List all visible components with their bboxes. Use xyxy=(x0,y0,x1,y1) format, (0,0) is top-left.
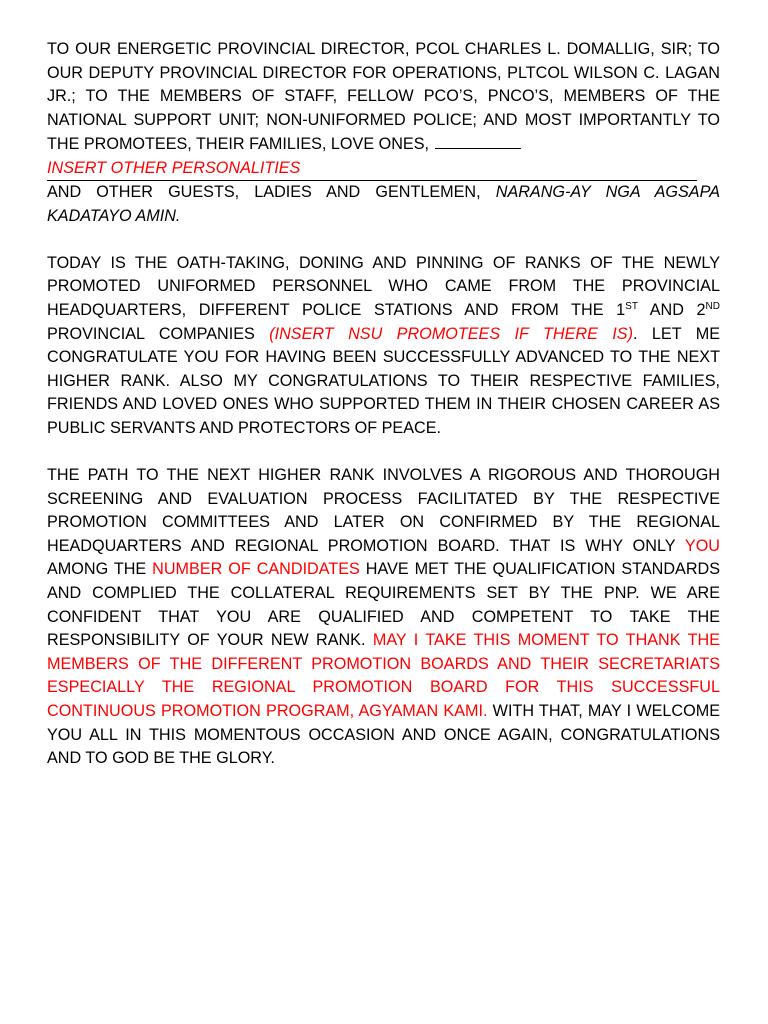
personalities-fill-line xyxy=(47,157,697,181)
paragraph-promotion-path xyxy=(47,464,720,771)
oath-text-c: PROVINCIAL COMPANIES xyxy=(47,324,270,343)
path-text-d: WITH THAT, MAY I WELCOME YOU ALL IN THIS MOMENTOUS OCCASION AND ONCE AGAIN, CONGRATULATIONS AND TO GOD BE THE GLORY. xyxy=(47,702,720,768)
superscript-nd: ND xyxy=(705,300,720,312)
salutation-text: TO OUR ENERGETIC PROVINCIAL DIRECTOR, PCOL CHARLES L. DOMALLIG, SIR; TO OUR DEPUTY PROVINCIAL DIRECTOR FOR OPERATIONS, PLTCOL WILSON C. LAGAN JR.; TO THE MEMBERS OF STAFF, FELLOW PCO’S, PNCO’S, MEMBERS OF THE NATIONAL SUPPORT UNIT; NON-UNIFORMED POLICE; AND MOST IMPORTANTLY TO THE PROMOTEES, THEIR FAMILIES, LOVE ONES, xyxy=(47,40,720,154)
path-text-a: THE PATH TO THE NEXT HIGHER RANK INVOLVES A RIGOROUS AND THOROUGH SCREENING AND EVALUATION PROCESS FACILITATED BY THE RESPECTIVE PROMOTION COMMITTEES AND LATER ON CONFIRMED BY THE REGIONAL HEADQUARTERS AND REGIONAL PROMOTION BOARD. THAT IS WHY ONLY xyxy=(47,466,720,555)
guests-text: AND OTHER GUESTS, LADIES AND GENTLEMEN, xyxy=(47,182,481,201)
path-text-c: HAVE MET THE QUALIFICATION STANDARDS AND COMPLIED THE COLLATERAL REQUIREMENTS SET BY THE PNP. WE ARE CONFIDENT THAT YOU ARE QUALIFIED AND COMPETENT TO TAKE THE RESPONSIBILITY OF YOUR NEW RANK. xyxy=(47,560,720,650)
oath-text-a: TODAY IS THE OATH-TAKING, DONING AND PINNING OF RANKS OF THE NEWLY PROMOTED UNIFORMED PERSONNEL WHO CAME FROM THE PROVINCIAL HEADQUARTERS, DIFFERENT POLICE STATIONS AND FROM THE 1 xyxy=(47,253,720,319)
paragraph-oath-taking xyxy=(47,252,720,441)
greeting-text: NARANG-AY NGA AGSAPA KADATAYO AMIN. xyxy=(47,182,720,225)
speech-document xyxy=(47,38,720,794)
path-text-b: AMONG THE xyxy=(47,560,153,579)
highlight-number-of-candidates: NUMBER OF CANDIDATES xyxy=(152,560,360,579)
insert-personalities-placeholder: INSERT OTHER PERSONALITIES xyxy=(47,158,301,177)
oath-text-b: AND 2 xyxy=(637,300,706,319)
insert-nsu-placeholder: (INSERT NSU PROMOTEES IF THERE IS) xyxy=(269,324,633,343)
superscript-st: ST xyxy=(625,300,638,312)
highlight-thanks: MAY I TAKE THIS MOMENT TO THANK THE MEMBERS OF THE DIFFERENT PROMOTION BOARDS AND THEIR SECRETARIATS ESPECIALLY THE REGIONAL PROMOTION BOARD FOR THIS SUCCESSFUL CONTINUOUS PROMOTION PROGRAM, AGYAMAN KAMI. xyxy=(47,631,720,721)
paragraph-salutation xyxy=(47,38,720,228)
oath-text-d: . LET ME CONGRATULATE YOU FOR HAVING BEEN SUCCESSFULLY ADVANCED TO THE NEXT HIGHER RANK. ALSO MY CONGRATULATIONS TO THEIR RESPECTIVE FAMILIES, FRIENDS AND LOVED ONES WHO SUPPORTED THEM IN THEIR CHOSEN CAREER AS PUBLIC SERVANTS AND PROTECTORS OF PEACE. xyxy=(47,324,720,437)
highlight-you: YOU xyxy=(684,536,720,555)
blank-line-inline xyxy=(435,132,521,149)
